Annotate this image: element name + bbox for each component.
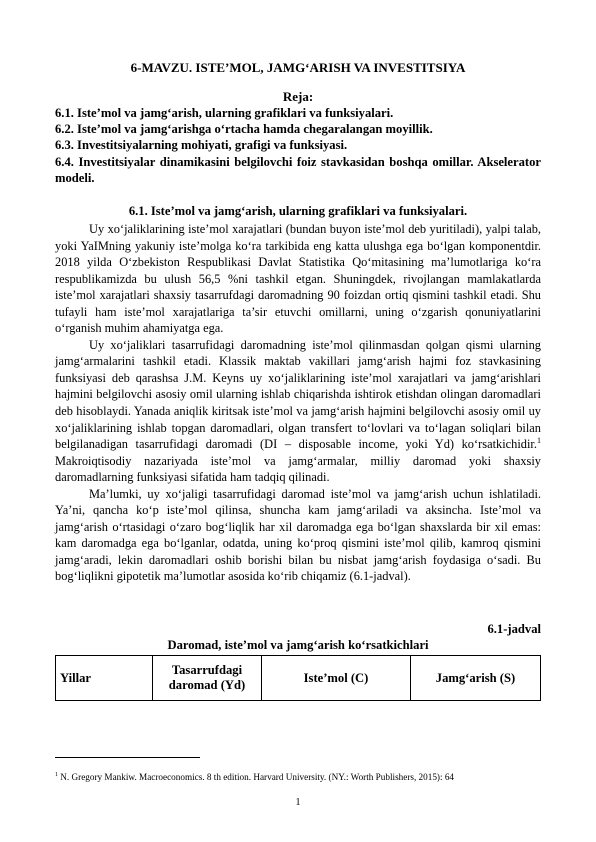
table-number: 6.1-jadval [487,622,541,636]
footnote-marker: 1 [55,771,58,778]
footnote-separator [55,757,200,758]
header-consumption: Iste’mol (C) [262,656,411,701]
plan-heading: Reja: [282,89,314,104]
footnote-reference[interactable]: 1 [536,435,541,445]
section-heading: 6.1. Iste’mol va jamg‘arish, ularning grafiklari va funksiyalari. [128,204,468,218]
plan-item-2: 6.2. Iste’mol va jamg‘arishga o‘rtacha hamda chegaralangan moyillik. [55,122,433,137]
header-disposable-line-2: daromad (Yd) [168,678,246,692]
footnote-text: N. Gregory Mankiw. Macroeconomics. 8 th edition. Harvard University. (NY.: Worth Publishers, 2015): 64 [57,772,455,782]
header-saving: Jamg‘arish (S) [411,656,541,701]
plan-item-3: 6.3. Investitsiyalarning mohiyati, grafigi va funksiyasi. [55,138,348,153]
table-header-row [56,656,541,701]
plan-item-4: 6.4. Investitsiyalar dinamikasini belgilovchi foiz stavkasidan boshqa omillar. Akselerator modeli. [55,154,541,185]
paragraph-3: Ma’lumki, uy xo‘jaligi tasarrufidagi daromad iste’mol va jamg‘arish uchun ishlatiladi. Ya’ni, qancha ko‘p iste’mol qilinsa, shuncha kam jamg‘ariladi va aksincha. Iste’mol va jamg‘arish o‘rtasidagi o‘zaro bog‘liqlik har xil daromadga ega bo‘lgan shaxslarda bir xil emas: kam daromadga ega bo‘lganlar, odatda, uning ko‘proq qismini iste’mol qilib, kamroq qismini jamg‘aradi, lekin daromadlari oshib borishi bilan bu nisbat jamg‘arish foydasiga o‘sadi. Bu bog‘liqlikni gipotetik ma’lumotlar asosida ko‘rib chiqamiz (6.1-jadval). [55,486,541,584]
page-number: 1 [295,797,301,808]
data-table [55,655,541,701]
paragraph-2-main: Uy xo‘jaliklari tasarrufidagi daromadning iste’mol qilinmasdan qolgan qismi ularning jamg‘armalarini tashkil etadi. Klassik maktab vakillari jamg‘arish hajmi foz stavkasining funksiyasi deb qarashsa J.M. Keyns uy xo‘jaliklarining iste’mol xarajatlari va jamg‘arishlari hajmini belgilovchi asosiy omil ularning ishlab chiqarishda ishtirok etishdan olingan daromadlari deb hisoblaydi. Yanada aniqlik kiritsak iste’mol va jamg‘arish hajmini belgilovchi asosiy omil uy xo‘jaliklarining ishlab topgan daromadlari, olgan transfert to‘lovlari va to‘lagan soliqlari bilan belgilanadigan tasarrufidagi daromadi (DI – disposable income, yoki Yd) ko‘rsatkichidir. [55,337,541,452]
paragraph-2 [55,337,541,486]
header-disposable-income [153,656,262,701]
header-years: Yillar [56,656,153,701]
body-text [55,221,541,585]
table-caption: Daromad, iste’mol va jamg‘arish ko‘rsatkichlari [167,638,429,652]
paragraph-2-tail: Makroiqtisodiy nazariyada iste’mol va jamg‘armalar, milliy daromad yoki shaxsiy daromadlarning funksiyasi sifatida ham tadqiq qilinadi. [55,453,541,485]
plan-item-1: 6.1. Iste’mol va jamg‘arish, ularning grafiklari va funksiyalari. [55,106,394,120]
paragraph-1: Uy xo‘jaliklarining iste’mol xarajatlari (bundan buyon iste’mol deb yuritiladi), yalpi talab, yoki YaIMning yakuniy iste’molga ko‘ra tarkibida eng katta ulushga ega bo‘lgan komponentdir. 2018 yilda O‘zbekiston Respublikasi Davlat Statistika Qo‘mitasining ma’lumotlariga ko‘ra respublikamizda bu ulush 56,5 %ni tashkil etgan. Shuningdek, rivojlangan mamlakatlarda iste’mol xarajatlari shaxsiy tasarrufdagi daromadning 90 foizdan ortiq qismini tashkil etadi. Shu tufayli ham iste’mol xarajatlariga ta’sir etuvchi omillarni, uning o‘zgarish qonuniyatlarini o‘rganish muhim ahamiyatga ega. [55,222,541,336]
page-title: 6-MAVZU. ISTE’MOL, JAMG‘ARISH VA INVESTITSIYA [130,60,466,75]
footnote [55,772,555,782]
header-disposable-line-1: Tasarrufdagi [171,663,243,677]
plan-list [55,105,541,186]
